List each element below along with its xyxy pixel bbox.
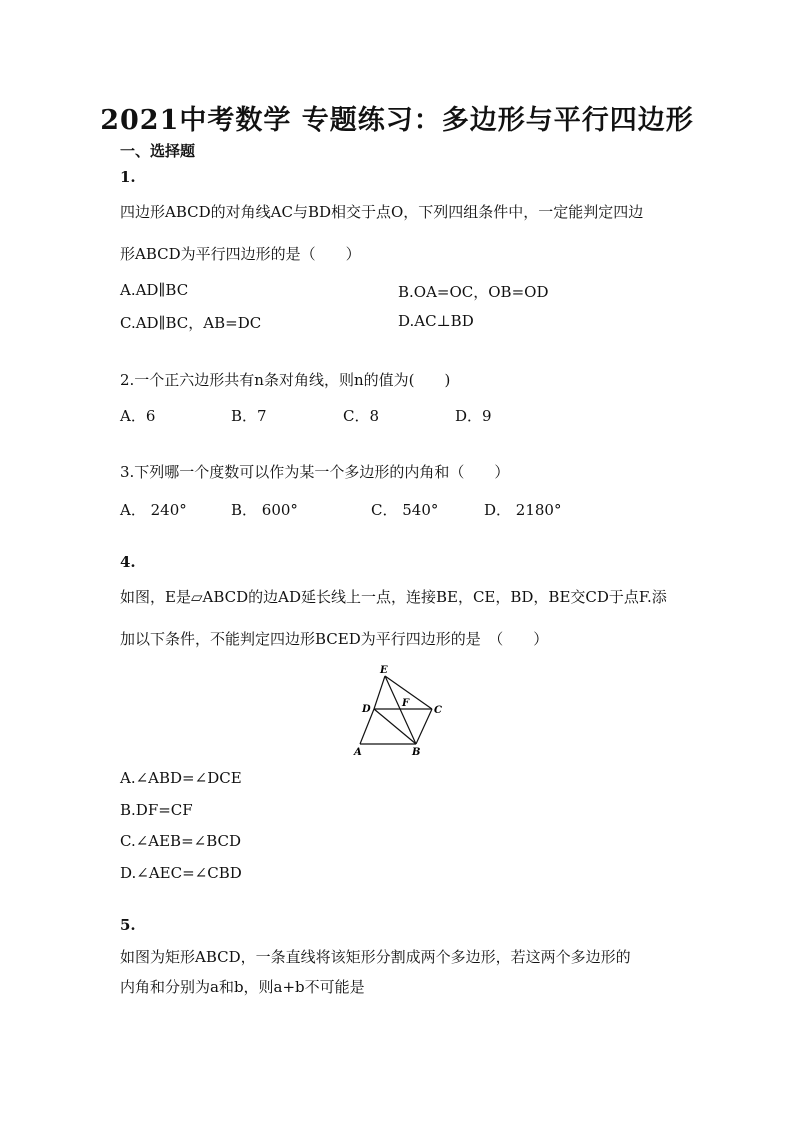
q4-option-c: C.∠AEB=∠BCD: [120, 832, 242, 850]
q4-text-line1: 如图，E是▱ABCD的边AD延长线上一点，连接BE，CE，BD，BE交CD于点F.添: [120, 588, 667, 606]
label-e: E: [380, 665, 388, 676]
q4-option-d: D.∠AEC=∠CBD: [120, 864, 242, 882]
label-a: A: [354, 747, 362, 758]
label-d: D: [362, 704, 371, 715]
q1-option-a: A.AD∥BC: [120, 281, 189, 299]
label-f: F: [402, 698, 410, 709]
q4-number: 4.: [120, 553, 136, 571]
q2-option-a: A．6: [120, 407, 156, 425]
q4-text-line2: 加以下条件，不能判定四边形BCED为平行四边形的是 （ ）: [120, 630, 549, 648]
parallelogram-figure: [348, 662, 448, 758]
label-c: C: [434, 705, 442, 716]
segment-de: [374, 676, 385, 709]
q1-option-d: D.AC⊥BD: [398, 312, 474, 330]
q3-option-b: B． 600°: [231, 501, 298, 519]
segment-bc: [416, 709, 432, 744]
q1-text-line2: 形ABCD为平行四边形的是（ ）: [120, 245, 361, 263]
section-heading: 一、选择题: [120, 142, 196, 160]
q2-option-c: C．8: [343, 407, 380, 425]
q5-text-line2: 内角和分别为a和b，则a+b不可能是: [120, 978, 365, 996]
q1-text-line1: 四边形ABCD的对角线AC与BD相交于点O，下列四组条件中，一定能判定四边: [120, 203, 644, 221]
segment-bd: [374, 709, 416, 744]
q3-option-c: C． 540°: [371, 501, 439, 519]
q3-option-a: A． 240°: [120, 501, 187, 519]
q5-number: 5.: [120, 916, 136, 934]
q1-option-b: B.OA=OC，OB=OD: [398, 283, 549, 301]
page-title: 2021中考数学 专题练习：多边形与平行四边形: [100, 105, 694, 136]
q3-option-d: D． 2180°: [484, 501, 562, 519]
q4-option-a: A.∠ABD=∠DCE: [120, 769, 242, 787]
q2-text: 2.一个正六边形共有n条对角线，则n的值为( ): [120, 371, 451, 389]
label-b: B: [412, 747, 421, 758]
q2-option-d: D．9: [455, 407, 492, 425]
q1-option-c: C.AD∥BC，AB=DC: [120, 314, 262, 332]
q4-option-b: B.DF=CF: [120, 801, 193, 819]
q1-number: 1.: [120, 168, 136, 186]
q3-text: 3.下列哪一个度数可以作为某一个多边形的内角和（ ）: [120, 463, 510, 481]
q5-text-line1: 如图为矩形ABCD，一条直线将该矩形分割成两个多边形，若这两个多边形的: [120, 948, 631, 966]
q2-option-b: B．7: [231, 407, 267, 425]
